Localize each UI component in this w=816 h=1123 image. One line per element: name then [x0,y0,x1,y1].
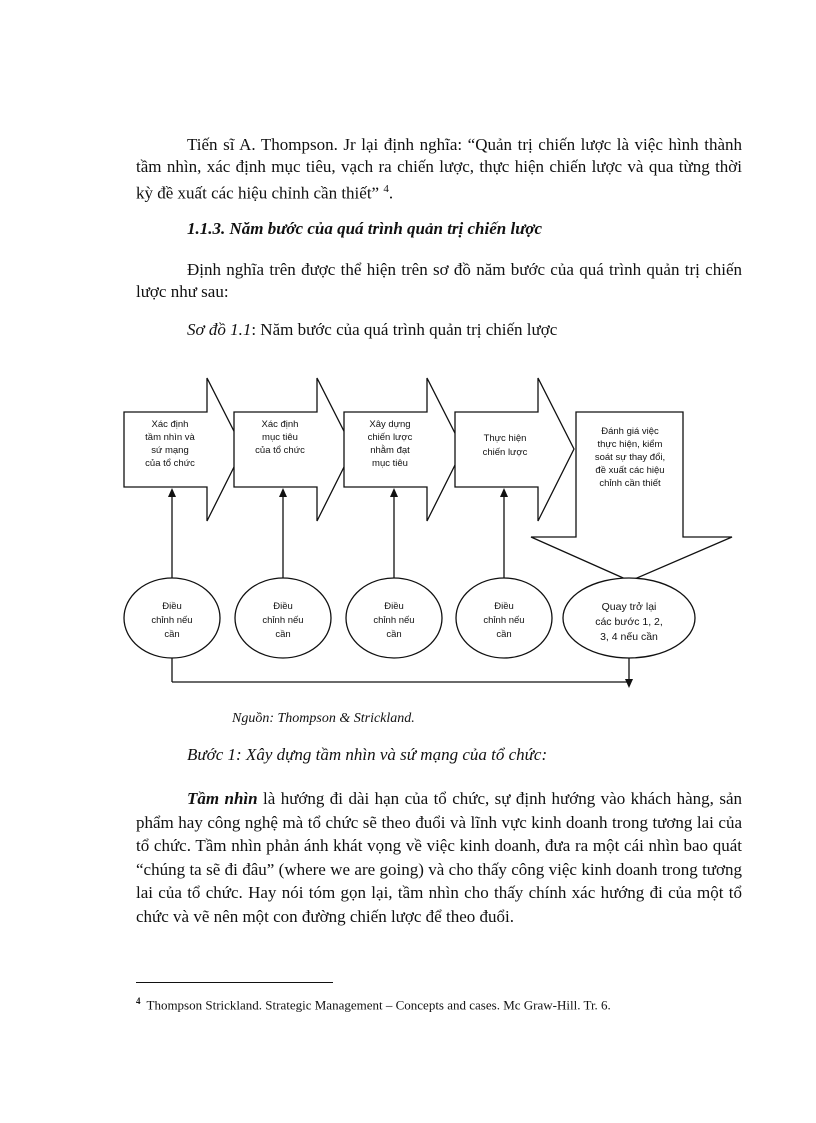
section-heading: 1.1.3. Năm bước của quá trình quản trị chiến lược [187,219,543,238]
vision-text: là hướng đi dài hạn của tổ chức, sự định hướng vào khách hàng, sản phẩm hay công nghệ mà tổ chức sẽ theo đuổi và lĩnh vực kinh doanh trong tương lai của tổ chức. Tầm nhìn phản ánh khát vọng về việc kinh doanh, đưa ra một cái nhìn bao quát “chúng ta sẽ đi đâu” (where we are going) và cho thấy công việc kinh doanh trong tương lai của tổ chức. Hay nói tóm gọn lại, tầm nhìn cho thấy chính xác hướng đi của một tổ chức và vẽ nên một con đường chiến lược để theo đuổi. [136,789,742,926]
diagram-caption-text: : Năm bước của quá trình quản trị chiến lược [251,320,558,339]
footnote-divider [136,982,333,983]
vision-paragraph [136,787,742,928]
feedback-label-5: Quay trở lại các bước 1, 2, 3, 4 nếu cần [595,601,663,643]
step-label-2: Xác định mục tiêu của tổ chức [255,419,305,456]
footnote-number: 4 [136,996,141,1006]
return-arrowhead [625,679,633,688]
step-label-3: Xây dựng chiến lược nhằm đạt mục tiêu [367,419,413,469]
diagram-source: Nguồn: Thompson & Strickland. [232,711,415,726]
vision-term: Tầm nhìn [187,789,258,808]
footnote [136,996,611,1013]
feedback-label-1: Điều chỉnh nếu cần [151,601,193,640]
lead-paragraph: Định nghĩa trên được thể hiện trên sơ đồ năm bước của quá trình quản trị chiến lược như sau: [136,260,742,301]
footnote-ref: 4 [383,183,389,195]
step-label-4: Thực hiện chiến lược [482,433,528,458]
feedback-label-2: Điều chỉnh nếu cần [262,601,304,640]
intro-end: . [388,183,394,203]
step1-heading: Bước 1: Xây dựng tầm nhìn và sứ mạng của tổ chức: [187,745,548,764]
intro-text: Tiến sĩ A. Thompson. Jr lại định nghĩa: “Quản trị chiến lược là việc hình thành tầm nhìn, xác định mục tiêu, vạch ra chiến lược, thực hiện chiến lược và qua từng thời kỳ đề xuất các hiệu chỉnh cần thiết” [136,135,742,203]
step-label-1: Xác định tầm nhìn và sứ mạng của tổ chức [145,419,195,469]
diagram-caption-label: Sơ đồ 1.1 [187,320,252,339]
footnote-text: Thompson Strickland. Strategic Management – Concepts and cases. Mc Graw-Hill. Tr. 6. [146,997,611,1013]
step-label-5: Đánh giá việc thực hiện, kiểm soát sự thay đổi, đề xuất các hiệu chỉnh cần thiết [594,426,666,489]
feedback-label-4: Điều chỉnh nếu cần [483,601,525,640]
feedback-label-3: Điều chỉnh nếu cần [373,601,415,640]
